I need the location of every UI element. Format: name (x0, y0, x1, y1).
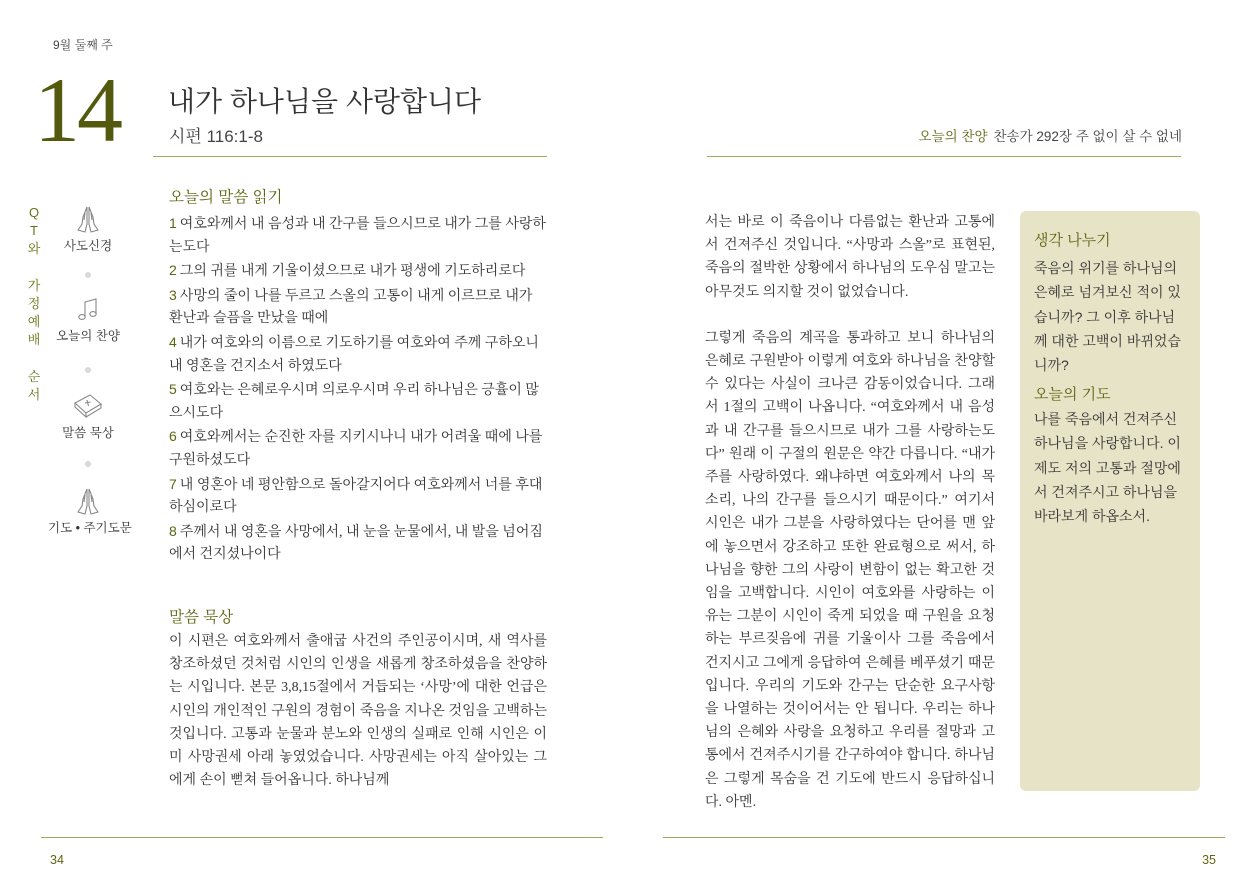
reading-heading: 오늘의 말씀 읽기 (169, 189, 283, 206)
sidebar-item-label: 사도신경 (63, 239, 113, 253)
reflection-box (1020, 211, 1200, 791)
sidebar-dot (85, 272, 91, 278)
sidebar-item-todays-hymn (48, 296, 128, 344)
sidebar-dot (85, 461, 91, 467)
left-footer-rule (41, 837, 603, 838)
prayer-text: 나를 죽음에서 건져주신 하나님을 사랑합니다. 이제도 저의 고통과 절망에서 건져주시고 하나님을 바라보게 하옵소서. (1034, 411, 1181, 525)
sidebar-item-apostles-creed (48, 204, 128, 254)
praying-hands-icon (75, 204, 101, 234)
meditation-heading: 말씀 묵상 (169, 609, 234, 626)
week-label: 9월 둘째 주 (53, 38, 113, 52)
verse-item: 7 내 영혼아 네 평안함으로 돌아갈지어다 여호와께서 너를 후대하심이로다 (169, 475, 543, 516)
verse-item: 5 여호와는 은혜로우시며 의로우시며 우리 하나님은 긍휼이 많으시도다 (169, 381, 539, 421)
verse-item: 2 그의 귀를 내게 기울이셨으므로 내가 평생에 기도하리로다 (169, 262, 526, 280)
meditation-paragraph: 그렇게 죽음의 계곡을 통과하고 보니 하나님의 은혜로 구원받아 이렇게 여호와 하나님을 찬양할 수 있다는 사실이 크나큰 감동이었습니다. 그래서 1절의 고백이 나옵니다. “여호와께서 내 음성과 내 간구를 들으시므로 내가 그를 사랑하는도다” 원래 이 구절의 원문은 약간 다릅니다. “내가 주를 사랑하였다. 왜냐하면 여호와께서 나의 목소리, 나의 간구를 들으시기 때문이다.” 여기서 시인은 내가 그분을 사랑하였다는 단어를 맨 앞에 놓으면서 강조하고 또한 완료형으로 써서, 하나님을 향한 그의 사랑이 변함이 없는 확고한 것임을 고백합니다. 시인이 여호와를 사랑하는 이유는 그분이 시인이 죽게 되었을 때 구원을 요청하는 부르짖음에 귀를 기울이사 그를 죽음에서 건지시고 그에게 응답하여 은혜를 베푸셨기 때문입니다. 우리의 기도와 간구는 단순한 요구사항을 나열하는 것이어서는 안 됩니다. 우리는 하나님의 은혜와 사랑을 요청하고 우리를 절망과 고통에서 건져주시기를 간구하여야 합니다. 하나님은 그렇게 목숨을 건 기도에 반드시 응답하십니다. 아멘. (705, 330, 995, 810)
praying-hands-icon (75, 486, 101, 516)
todays-hymn (919, 125, 1182, 145)
sidebar-item-label: 말씀 묵상 (62, 426, 114, 440)
verse-item: 4 내가 여호와의 이름으로 기도하기를 여호와여 주께 구하오니 내 영혼을 건지소서 하였도다 (169, 333, 539, 374)
page-title: 내가 하나님을 사랑합니다 (168, 86, 482, 117)
sidebar-item-word-meditation (48, 391, 128, 441)
sidebar-dot (85, 367, 91, 373)
sidebar-item-prayer (48, 486, 132, 536)
page-number-right: 35 (1202, 853, 1216, 867)
sidebar-vertical-title: Q T 와 가 정 예 배 순 서 (27, 205, 41, 402)
hymn-label: 오늘의 찬양 (918, 129, 988, 144)
day-number: 14 (34, 59, 120, 161)
sidebar-item-label: 오늘의 찬양 (56, 329, 120, 343)
meditation-paragraph: 서는 바로 이 죽음이나 다름없는 환난과 고통에서 건져주신 것입니다. “사망과 스올”로 표현된, 죽음의 절박한 상황에서 하나님의 도우심 말고는 아무것도 의지할 것이 없었습니다. (705, 215, 995, 300)
hymn-text: 찬송가 292장 주 없이 살 수 없네 (993, 129, 1182, 144)
verse-item: 8 주께서 내 영혼을 사망에서, 내 눈을 눈물에서, 내 발을 넘어짐에서 건지셨나이다 (169, 522, 543, 563)
verse-item: 6 여호와께서는 순진한 자를 지키시나니 내가 어려울 때에 나를 구원하셨도다 (169, 428, 543, 468)
verse-item: 1 여호와께서 내 음성과 내 간구를 들으시므로 내가 그를 사랑하는도다 (169, 215, 546, 255)
meditation-continued (705, 211, 995, 814)
left-header-rule (153, 156, 547, 157)
meditation-text: 이 시편은 여호와께서 출애굽 사건의 주인공이시며, 새 역사를 창조하셨던 것처럼 시인의 인생을 새롭게 창조하셨음을 찬양하는 시입니다. 본문 3,8,15절에서 거듭되는 ‘사망’에 대한 언급은 시인의 개인적인 구원의 경험이 죽음을 지나온 것임을 고백하는 것입니다. 고통과 눈물과 분노와 인생의 실패로 인해 시인은 이미 사망권세 아래 놓였었습니다. 사망권세는 아직 살아있는 그에게 손이 뻗쳐 들어옵니다. 하나님께 (169, 634, 547, 789)
page-number-left: 34 (50, 853, 64, 867)
bible-icon (72, 391, 104, 421)
scripture-reference: 시편 116:1-8 (169, 127, 263, 146)
music-note-icon (76, 296, 100, 324)
sidebar-item-label: 기도 • 주기도문 (48, 521, 132, 535)
sharing-text: 죽음의 위기를 하나님의 은혜로 넘겨보신 적이 있습니까? 그 이후 하나님께 대한 고백이 바뀌었습니까? (1034, 260, 1181, 374)
prayer-heading: 오늘의 기도 (1034, 386, 1111, 403)
verse-item: 3 사망의 줄이 나를 두르고 스올의 고통이 내게 이르므로 내가 환난과 슬픔을 만났을 때에 (169, 286, 533, 327)
verse-list (169, 212, 547, 567)
right-header-rule (707, 156, 1181, 157)
right-footer-rule (663, 837, 1225, 838)
sharing-heading: 생각 나누기 (1034, 232, 1111, 249)
